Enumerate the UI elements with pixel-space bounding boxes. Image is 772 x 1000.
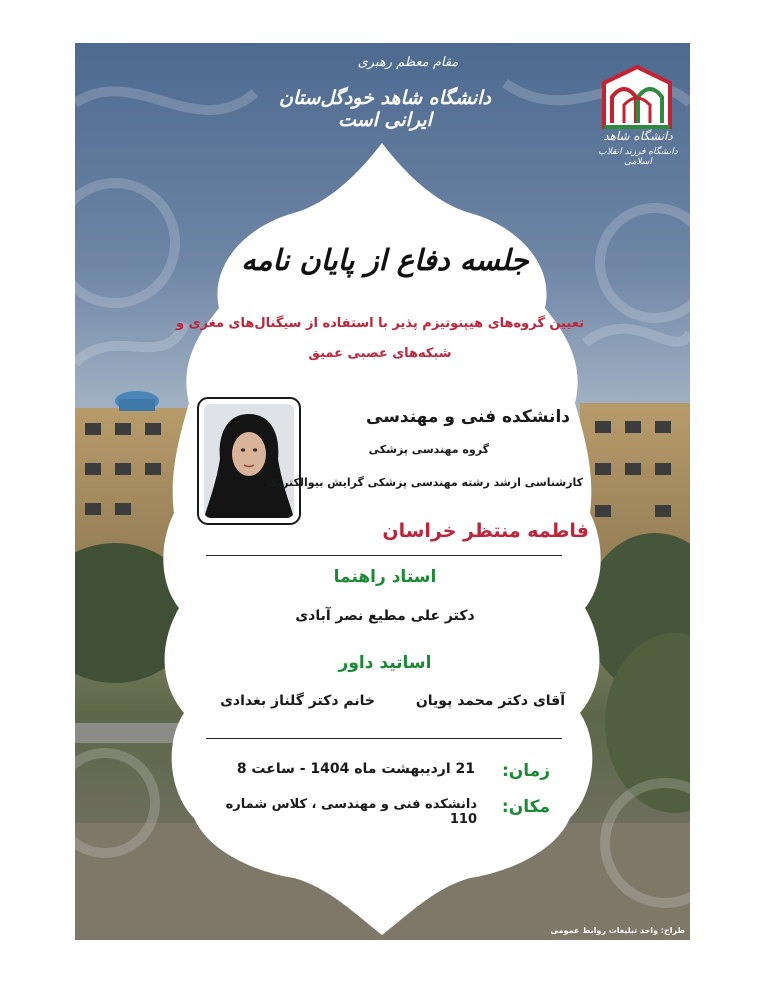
place-value: دانشکده فنی و مهندسی ، کلاس شماره 110	[225, 797, 477, 827]
poster	[75, 43, 690, 940]
divider-bottom	[206, 738, 562, 739]
logo-name: دانشگاه شاهد	[603, 129, 673, 143]
divider-top	[206, 555, 562, 556]
faculty-name: دانشکده فنی و مهندسی	[366, 407, 570, 427]
place-label: مکان:	[501, 797, 550, 817]
advisor-label: استاد راهنما	[333, 567, 437, 587]
student-portrait-icon	[204, 404, 294, 518]
designer-credit: طراح: واحد تبلیغات روابط عمومی	[550, 926, 685, 935]
poster-title: جلسه دفاع از پایان نامه	[241, 243, 529, 277]
judges-label: اساتید داور	[338, 653, 432, 673]
time-label: زمان:	[501, 761, 550, 781]
thesis-title: تعیین گروه‌های هیپنوتیزم پذیر با استفاده از سیگنال‌های مغزی و شبکه‌های عصبی عمیق	[176, 316, 584, 361]
university-motto: دانشگاه شاهد خودگل‌ستان ایرانی است	[279, 87, 491, 131]
judge-name: آقای دکتر محمد پویان	[415, 693, 565, 709]
logo-subtitle: دانشگاه فرزند انقلاب اسلامی	[598, 147, 678, 167]
department-name: گروه مهندسی پزشکی	[368, 443, 489, 456]
leader-quote: مقام معظم رهبری	[357, 55, 459, 70]
student-name: فاطمه منتظر خراسان	[382, 520, 589, 542]
judge-name: خانم دکتر گلناز بغدادی	[220, 693, 375, 709]
time-value: 21 اردیبهشت ماه 1404 - ساعت 8	[236, 761, 475, 777]
student-photo	[197, 397, 301, 525]
advisor-name: دکتر علی مطیع نصر آبادی	[295, 608, 475, 624]
degree-program: کارشناسی ارشد رشته مهندسی پزشکی گرایش بیوالکتریک	[266, 476, 583, 489]
